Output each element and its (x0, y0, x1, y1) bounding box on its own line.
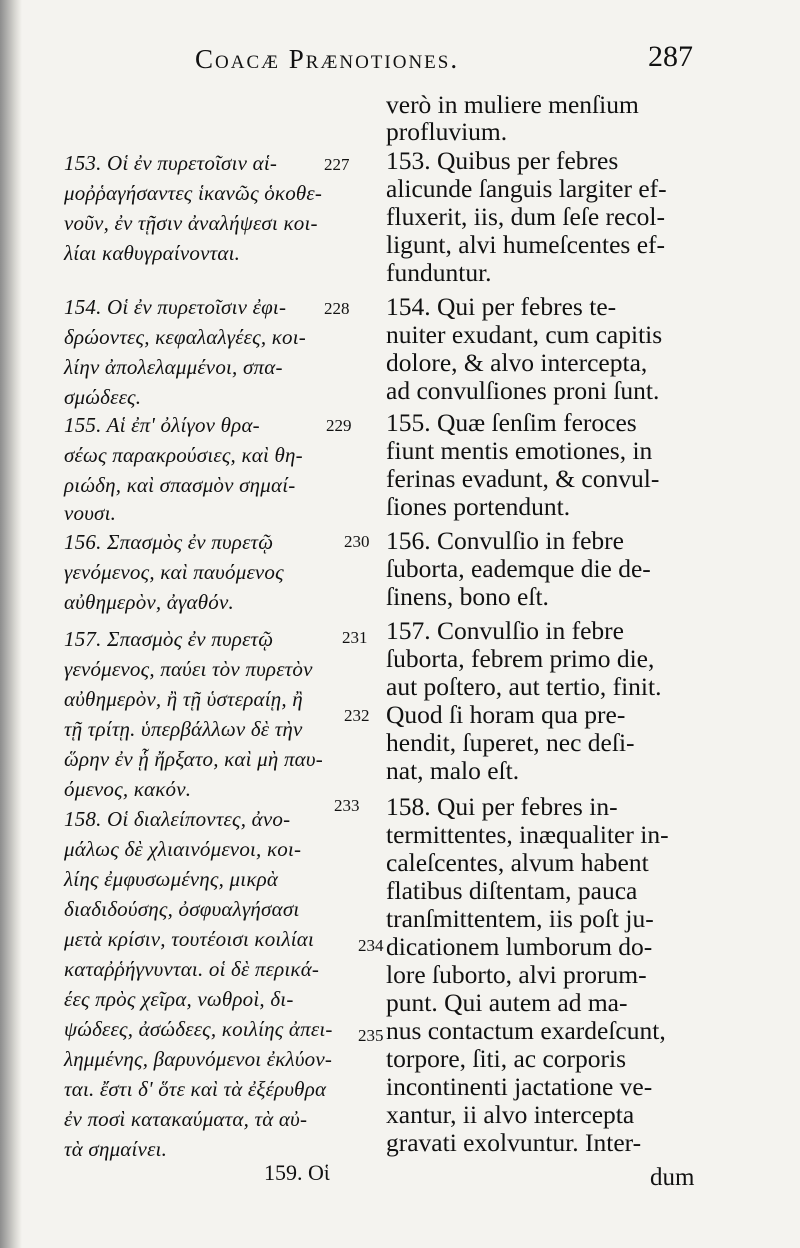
greek-line: γενόμενος, καὶ παυόμενος (64, 560, 284, 584)
latin-line: ligunt, alvi humeſcentes ef- (386, 230, 665, 259)
greek-line: λίαι καθυγραίνονται. (64, 241, 241, 265)
greek-line: ψώδεες, ἀσώδεες, κοιλίης ἀπει- (64, 1017, 333, 1041)
latin-line: xantur, ii alvo intercepta (386, 1100, 635, 1129)
latin-line: 156. Convulſio in febre (386, 526, 624, 555)
greek-line: λίην ἀπολελαμμένοι, σπα- (64, 355, 283, 379)
margin-reference: 230 (344, 532, 370, 551)
greek-line: 156. Σπασμὸς ἐν πυρετῷ (64, 530, 274, 554)
page-header (0, 40, 800, 80)
greek-line: ται. ἔστι δ' ὅτε καὶ τὰ ἐξέρυθρα (64, 1077, 327, 1101)
latin-line: fiunt mentis emotiones, in (386, 436, 653, 465)
greek-line: 153. Οἱ ἐν πυρετοῖσιν αἱ- (64, 151, 278, 175)
latin-line: flatibus diſtentam, pauca (386, 876, 638, 905)
margin-reference: 232 (344, 706, 370, 725)
greek-line: διαδιδούσης, ὀσφυαλγήσασι (64, 897, 300, 921)
latin-line: fluxerit, iis, dum ſeſe recol- (386, 202, 665, 231)
greek-line: γενόμενος, παύει τὸν πυρετὸν (64, 657, 313, 681)
page-number: 287 (648, 40, 693, 73)
catchword-greek: 159. Οἱ (264, 1160, 330, 1185)
greek-line: όμενος, κακόν. (64, 777, 192, 801)
latin-line: punt. Qui autem ad ma- (386, 988, 628, 1017)
margin-reference: 231 (342, 628, 368, 647)
latin-line: 158. Qui per febres in- (386, 792, 618, 821)
latin-line: caleſcentes, alvum habent (386, 848, 649, 877)
latin-line: 157. Convulſio in febre (386, 616, 624, 645)
margin-reference: 227 (324, 155, 350, 174)
latin-line: gravati exolvuntur. Inter- (386, 1128, 642, 1157)
greek-line: ὥρην ἐν ᾗ ἤρξατο, καὶ μὴ παυ- (64, 747, 323, 771)
margin-reference: 235 (358, 1026, 384, 1045)
latin-line: profluvium. (386, 117, 508, 146)
greek-line: δρώοντες, κεφαλαλγέες, κοι- (64, 325, 306, 349)
latin-line: ſuborta, febrem primo die, (386, 644, 655, 673)
latin-line: ad convulſiones proni ſunt. (386, 376, 660, 405)
latin-line: ſinens, bono eſt. (386, 582, 549, 611)
greek-line: ριώδη, καὶ σπασμὸν σημαί- (64, 473, 296, 497)
latin-line: Quod ſi horam qua pre- (386, 700, 626, 729)
binding-gutter-shadow (0, 0, 22, 1248)
greek-line: 154. Οἱ ἐν πυρετοῖσιν ἐφι- (64, 295, 287, 319)
latin-line: torpore, ſiti, ac corporis (386, 1044, 627, 1073)
latin-line: dolore, & alvo intercepta, (386, 348, 648, 377)
greek-line: νοῦν, ἐν τῇσιν ἀναλήψεσι κοι- (64, 211, 318, 235)
latin-line: ferinas evadunt, & convul- (386, 464, 660, 493)
greek-line: μοῤῥαγήσαντες ἱκανῶς ὁκοθε- (64, 181, 323, 205)
catchword-latin: dum (650, 1164, 695, 1191)
latin-line: 153. Quibus per febres (386, 146, 619, 175)
greek-line: λημμένης, βαρυνόμενοι ἐκλύον- (64, 1047, 333, 1071)
margin-reference: 228 (324, 299, 350, 318)
latin-line: tranſmittentem, iis poſt ju- (386, 904, 654, 933)
greek-line: 157. Σπασμὸς ἐν πυρετῷ (64, 627, 274, 651)
greek-line: τῇ τρίτῃ. ὑπερβάλλων δὲ τὴν (64, 717, 303, 741)
greek-line: σμώδεες. (64, 385, 142, 409)
greek-line: μάλως δὲ χλιαινόμενοι, κοι- (64, 837, 302, 861)
latin-line: ſuborta, eademque die de- (386, 554, 651, 583)
latin-line: 155. Quæ ſenſim feroces (386, 408, 637, 437)
margin-reference: 234 (358, 936, 384, 955)
greek-line: καταῤῥήγνυνται. οἱ δὲ περικά- (64, 957, 320, 981)
latin-line: hendit, ſuperet, nec deſi- (386, 728, 635, 757)
greek-line: νουσι. (64, 501, 117, 525)
greek-line: μετὰ κρίσιν, τουτέοισι κοιλίαι (64, 927, 315, 951)
latin-line: nuiter exudant, cum capitis (386, 320, 663, 349)
greek-line: αὐθημερὸν, ἢ τῇ ὑστεραίῃ, ἢ (64, 687, 303, 711)
greek-line: αὐθημερὸν, ἀγαθόν. (64, 590, 234, 614)
greek-line: 158. Οἱ διαλείποντες, ἀνο- (64, 807, 291, 831)
latin-line: dicationem lumborum do- (386, 932, 653, 961)
latin-line: lore ſuborto, alvi prorum- (386, 960, 647, 989)
margin-reference: 233 (334, 796, 360, 815)
latin-line: termittentes, inæqualiter in- (386, 820, 669, 849)
greek-line: ἐν ποσὶ κατακαύματα, τὰ αὐ- (64, 1107, 308, 1131)
greek-line: λίης ἐμφυσωμένης, μικρὰ (64, 867, 279, 891)
latin-line: funduntur. (386, 258, 492, 287)
latin-line: alicunde ſanguis largiter ef- (386, 174, 667, 203)
greek-line: τὰ σημαίνει. (64, 1137, 168, 1161)
margin-reference: 229 (326, 416, 352, 435)
running-head: Coacæ Prænotiones. (195, 44, 460, 74)
latin-line: incontinenti jactatione ve- (386, 1072, 653, 1101)
latin-line: 154. Qui per febres te- (386, 292, 617, 321)
latin-line: nat, malo eſt. (386, 756, 520, 785)
greek-line: έες πρὸς χεῖρα, νωθροὶ, δι- (64, 987, 294, 1011)
greek-line: σέως παρακρούσιες, καὶ θη- (64, 443, 303, 467)
latin-line: ſiones portendunt. (386, 492, 571, 521)
greek-line: 155. Αἱ ἐπ' ὀλίγον θρα- (64, 413, 260, 437)
latin-line: verò in muliere menſium (386, 90, 639, 119)
latin-line: aut poſtero, aut tertio, finit. (386, 672, 662, 701)
latin-line: nus contactum exardeſcunt, (386, 1016, 666, 1045)
